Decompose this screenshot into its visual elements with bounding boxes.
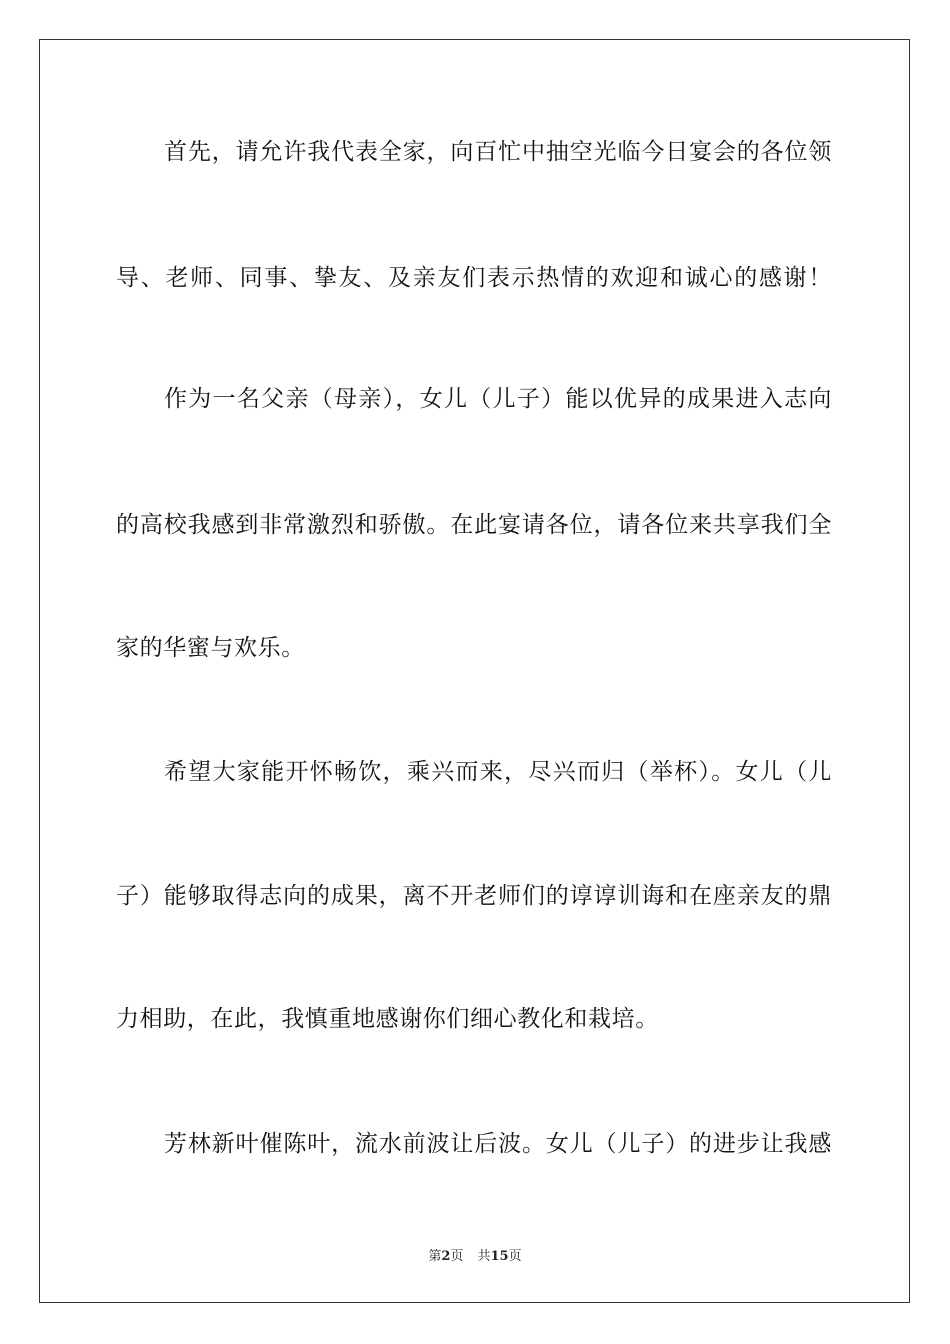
page-border	[39, 39, 910, 1303]
total-pages: 15	[490, 1249, 509, 1264]
paragraph-line: 的高校我感到非常激烈和骄傲。在此宴请各位，请各位来共享我们全	[116, 512, 832, 538]
paragraph-line: 希望大家能开怀畅饮，乘兴而来，尽兴而归（举杯）。女儿（儿	[164, 759, 832, 785]
page-footer	[0, 1248, 950, 1266]
total-suffix: 页	[508, 1249, 522, 1264]
paragraph-line: 首先，请允许我代表全家，向百忙中抽空光临今日宴会的各位领	[164, 139, 832, 165]
paragraph-line: 导、老师、同事、挚友、及亲友们表示热情的欢迎和诚心的感谢！	[116, 265, 832, 291]
page-number: 2	[441, 1249, 451, 1264]
paragraph-line: 家的华蜜与欢乐。	[116, 635, 305, 661]
paragraph-line: 作为一名父亲（母亲），女儿（儿子）能以优异的成果进入志向	[164, 386, 832, 412]
paragraph-line: 芳林新叶催陈叶，流水前波让后波。女儿（儿子）的进步让我感	[164, 1131, 832, 1157]
paragraph-line: 子）能够取得志向的成果，离不开老师们的谆谆训诲和在座亲友的鼎	[116, 883, 832, 909]
page-prefix: 第	[428, 1249, 442, 1264]
total-prefix: 共	[477, 1249, 491, 1264]
paragraph-line: 力相助，在此，我慎重地感谢你们细心教化和栽培。	[116, 1006, 659, 1032]
page-suffix: 页	[450, 1249, 464, 1264]
